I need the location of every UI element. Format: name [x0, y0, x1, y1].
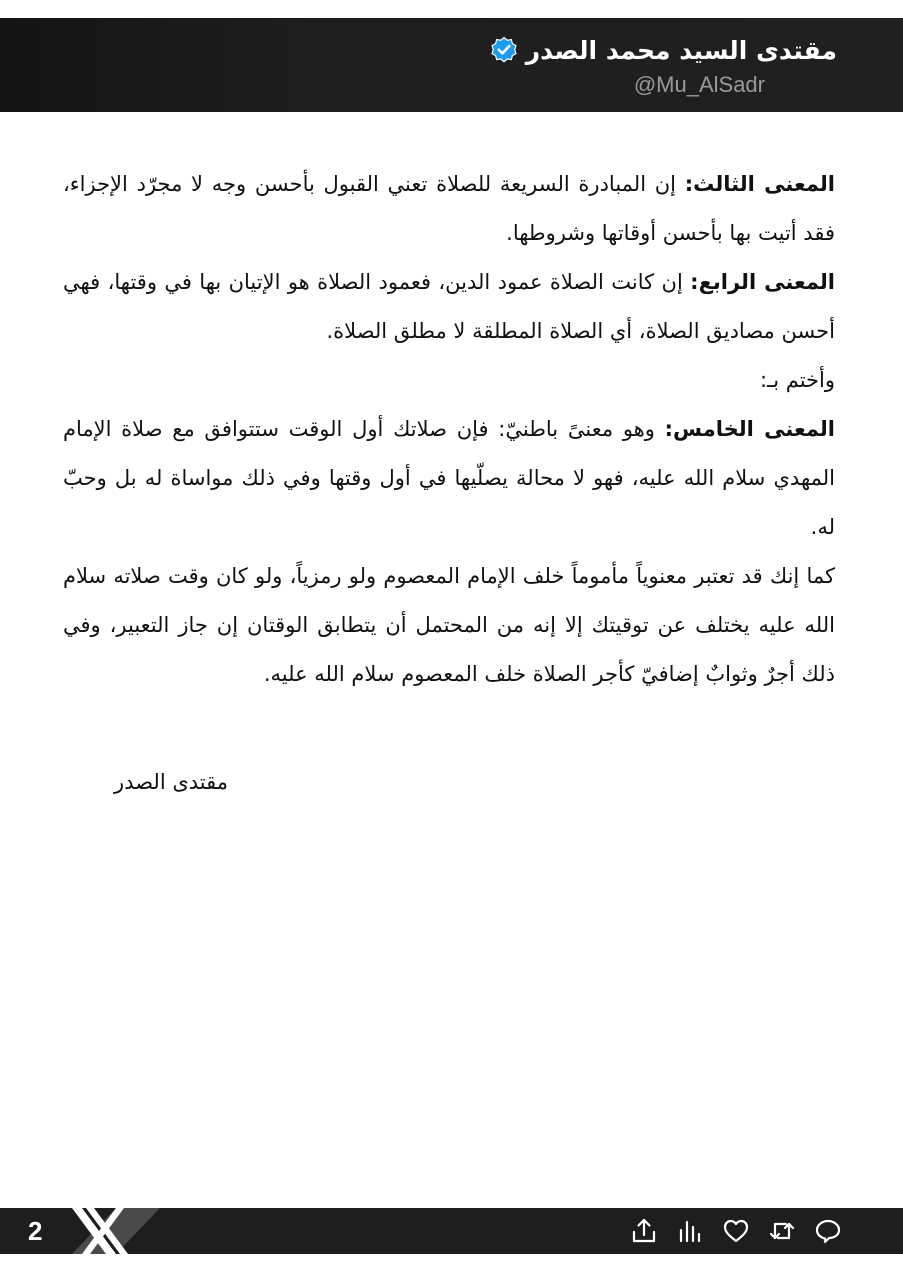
display-name[interactable]: مقتدى السيد محمد الصدر [525, 35, 837, 65]
footer-bar [0, 1208, 903, 1254]
paragraph [63, 552, 835, 699]
paragraph-heading: المعنى الثالث: [684, 172, 835, 196]
page-number: 2 [28, 1216, 43, 1246]
paragraph-heading: المعنى الخامس: [664, 417, 835, 441]
paragraph [63, 356, 835, 405]
name-row [490, 32, 837, 68]
paragraph-text: إن المبادرة السريعة للصلاة تعني القبول بأحسن وجه لا مجرّد الإجزاء، فقد أتيت بها بأحسن أوقاتها وشروطها. [63, 172, 835, 245]
repost-icon[interactable] [767, 1216, 797, 1246]
reply-icon[interactable] [813, 1216, 843, 1246]
profile-header [0, 18, 903, 112]
post-body [63, 160, 835, 699]
paragraph-heading: المعنى الرابع: [690, 270, 836, 294]
like-icon[interactable] [721, 1216, 751, 1246]
paragraph [63, 258, 835, 356]
share-icon[interactable] [629, 1216, 659, 1246]
views-icon[interactable] [675, 1216, 705, 1246]
paragraph-text: وهو معنىً باطنيّ: فإن صلاتك أول الوقت ستتوافق مع صلاة الإمام المهدي سلام الله عليه، فهو لا محالة يصلّيها في أول وقتها وفي ذلك مواساة له بل وحبّ له. [63, 417, 835, 539]
signature: مقتدى الصدر [114, 770, 228, 794]
paragraph-text: كما إنك قد تعتبر معنوياً مأموماً خلف الإمام المعصوم ولو رمزياً، ولو كان وقت صلاته سلام الله عليه يختلف عن توقيتك إلا إنه من المحتمل أن يتطابق الوقتان إن جاز التعبير، وفي ذلك أجرٌ وثوابٌ إضافيّ كأجر الصلاة خلف المعصوم سلام الله عليه. [63, 564, 835, 686]
paragraph [63, 160, 835, 258]
account-handle[interactable]: @Mu_AlSadr [633, 72, 765, 97]
paragraph-text: إن كانت الصلاة عمود الدين، فعمود الصلاة هو الإتيان بها في وقتها، فهي أحسن مصاديق الصلاة، أي الصلاة المطلقة لا مطلق الصلاة. [63, 270, 835, 343]
post-actions [629, 1208, 843, 1254]
verified-badge-icon [490, 36, 518, 64]
paragraph-text: وأختم بـ: [759, 368, 835, 392]
paragraph [63, 405, 835, 552]
